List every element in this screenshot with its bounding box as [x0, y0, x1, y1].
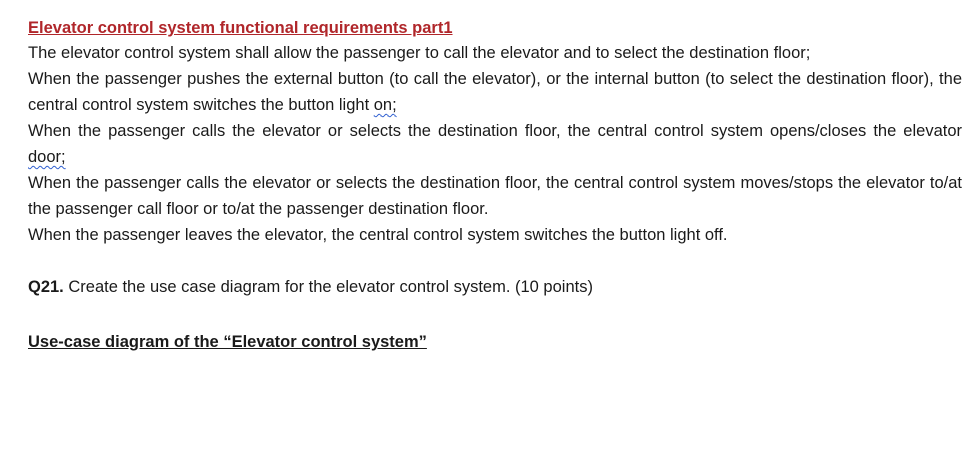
requirement-paragraph-3-text: When the passenger calls the elevator or selects the destination floor, the central control system opens/closes the elevator: [28, 122, 962, 140]
requirements-title: Elevator control system functional requirements part1: [28, 19, 453, 37]
requirement-paragraph-2-text: When the passenger pushes the external button (to call the elevator), or the internal button (to select the destination floor), the central control system switches the button light: [28, 70, 962, 114]
document-page: [28, 16, 962, 354]
blank-line: [28, 248, 962, 274]
requirement-paragraph-5: When the passenger leaves the elevator, the central control system switches the button light off.: [28, 226, 728, 244]
question-number: Q21.: [28, 278, 64, 296]
question-text: Create the use case diagram for the elevator control system. (10 points): [63, 278, 593, 296]
requirement-paragraph-4: When the passenger calls the elevator or selects the destination floor, the central control system moves/stops the elevator to/at the passenger call floor or to/at the passenger destination floor.: [28, 174, 962, 218]
requirement-paragraph-2: [28, 66, 962, 118]
question-line: [28, 274, 962, 300]
spellcheck-marked-word: on;: [373, 96, 397, 114]
requirement-paragraph-3: [28, 118, 962, 170]
requirement-paragraph-1: The elevator control system shall allow the passenger to call the elevator and to select the destination floor;: [28, 44, 811, 62]
spellcheck-marked-word: door;: [28, 148, 66, 166]
diagram-subheading: Use-case diagram of the “Elevator control system”: [28, 333, 427, 351]
